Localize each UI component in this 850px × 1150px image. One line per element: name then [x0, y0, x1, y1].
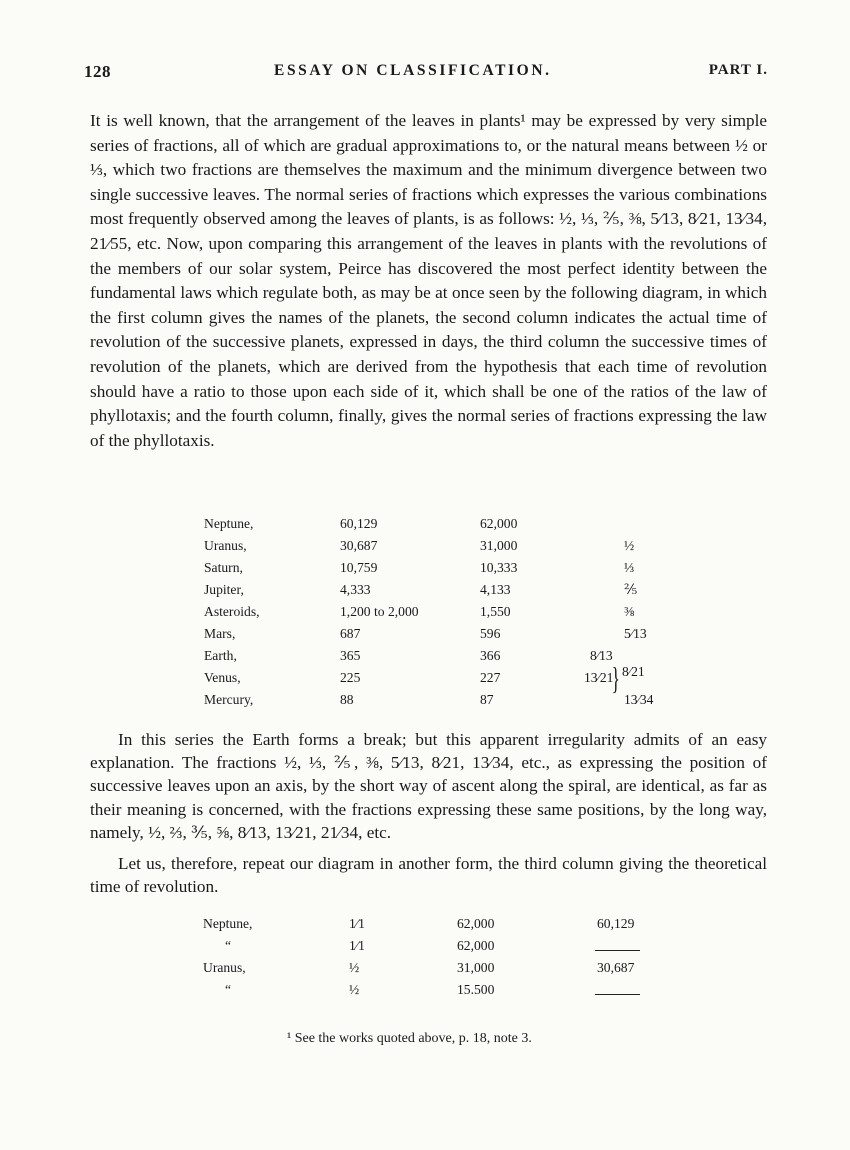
theoretical-period: 62,000 — [457, 916, 495, 931]
actual-period: 4,333 — [340, 582, 371, 597]
table-row — [204, 582, 644, 602]
paragraph-phyllotaxis: It is well known, that the arrangement of the leaves in plants¹ may be expressed by very simple series of fractions, all of which are gradual approximations to, or the natural means between ½ or ⅓, which two fractions are themselves the maximum and the minimum divergence between two single successive leaves. The normal series of fractions which expresses the various combinations most frequently observed among the leaves of plants, is as follows: ½, ⅓, ⅖, ⅜, 5⁄13, 8⁄21, 13⁄34, 21⁄55, etc. Now, upon comparing this arrangement of the leaves in plants with the revolutions of the members of our solar system, Peirce has discovered the most perfect identity between the fundamental laws which regulate both, as may be at once seen by the following diagram, in which the first column gives the names of the planets, the second column indicates the actual time of revolution of the successive planets, expressed in days, the third column the successive times of revolution of the planets, which are derived from the hypothesis that each time of revolution should have a ratio to those upon each side of it, which shall be one of the ratios of the law of phyllotaxis; and the fourth column, finally, gives the normal series of fractions expressing the law of the phyllotaxis. — [90, 111, 767, 450]
theoretical-period: 15.500 — [457, 982, 495, 997]
phyllotaxis-fraction: ⅜ — [624, 604, 635, 619]
theoretical-period: 366 — [480, 648, 501, 663]
actual-period: 10,759 — [340, 560, 378, 575]
theoretical-period: 4,133 — [480, 582, 511, 597]
brace-symbol: } — [611, 660, 620, 696]
theoretical-period: 62,000 — [480, 516, 518, 531]
actual-period: 225 — [340, 670, 361, 685]
planet-name: Venus, — [204, 670, 241, 685]
actual-period: 30,687 — [340, 538, 378, 553]
planet-name: Jupiter, — [204, 582, 244, 597]
table-row — [204, 604, 644, 624]
theoretical-period: 596 — [480, 626, 501, 641]
ditto-mark: “ — [225, 938, 232, 953]
phyllotaxis-fraction: ⅖ — [624, 582, 638, 597]
actual-period: 687 — [340, 626, 361, 641]
actual-period: 1,200 to 2,000 — [340, 604, 419, 619]
phyllotaxis-fraction: 13⁄21 — [584, 670, 614, 685]
actual-period: 30,687 — [597, 960, 635, 975]
table-row — [204, 626, 647, 646]
table-row — [204, 516, 644, 536]
table-row — [204, 538, 644, 558]
paragraph-earth-break: In this series the Earth forms a break; but this apparent irregularity admits of an easy explanation. The fractions ½, ⅓, ⅖, ⅜, 5⁄13, 8⁄21, 13⁄34, etc., as expressing the position of successive leaves upon an axis, by the short way of ascent along the spiral, are identical, as far as their meaning is concerned, with the fractions expressing these same positions, by the long way, namely, ½, ⅔, ⅗, ⅝, 8⁄13, 13⁄21, 21⁄34, etc. — [90, 730, 767, 842]
theoretical-period: 87 — [480, 692, 494, 707]
actual-period: 60,129 — [597, 916, 635, 931]
ratio-fraction: ½ — [349, 982, 360, 997]
planet-name: Mercury, — [204, 692, 254, 707]
ratio-fraction: 1⁄1 — [349, 938, 365, 953]
phyllotaxis-fraction: 13⁄34 — [624, 692, 654, 707]
table-row — [203, 982, 643, 1002]
part-label: PART I. — [708, 62, 768, 78]
ratio-fraction: 1⁄1 — [349, 916, 365, 931]
footnote: ¹ See the works quoted above, p. 18, note 3. — [287, 1031, 532, 1046]
table-row — [203, 960, 643, 980]
theoretical-period: 227 — [480, 670, 501, 685]
table-row — [203, 938, 643, 958]
theoretical-period: 10,333 — [480, 560, 518, 575]
planet-name: Mars, — [204, 626, 236, 641]
page-number: 128 — [84, 62, 111, 81]
running-header — [84, 62, 768, 86]
actual-period: 60,129 — [340, 516, 378, 531]
planet-name: Neptune, — [204, 516, 254, 531]
table-row — [204, 560, 644, 580]
planet-name: Uranus, — [203, 960, 246, 975]
planet-name: Asteroids, — [204, 604, 260, 619]
actual-period: 88 — [340, 692, 354, 707]
actual-period: 365 — [340, 648, 361, 663]
phyllotaxis-fraction: ½ — [624, 538, 635, 553]
table-row — [204, 648, 644, 668]
running-title: ESSAY ON CLASSIFICATION. — [274, 62, 552, 79]
theoretical-period: 1,550 — [480, 604, 511, 619]
rule-line — [595, 950, 640, 951]
theoretical-period: 31,000 — [457, 960, 495, 975]
brace-fraction: 8⁄21 — [622, 664, 645, 679]
ditto-mark: “ — [225, 982, 232, 997]
phyllotaxis-fraction: 8⁄13 — [590, 648, 613, 663]
table-row — [204, 692, 654, 712]
planet-name: Saturn, — [204, 560, 243, 575]
phyllotaxis-fraction: ⅓ — [624, 560, 635, 575]
ratio-fraction: ½ — [349, 960, 360, 975]
theoretical-period: 62,000 — [457, 938, 495, 953]
planet-name: Uranus, — [204, 538, 247, 553]
rule-line — [595, 994, 640, 995]
table-row — [204, 670, 644, 690]
table-row — [203, 916, 643, 936]
planet-name: Earth, — [204, 648, 237, 663]
theoretical-period: 31,000 — [480, 538, 518, 553]
paragraph-repeat-diagram: Let us, therefore, repeat our diagram in another form, the third column giving the theoretical time of revolution. — [90, 854, 767, 897]
planet-name: Neptune, — [203, 916, 253, 931]
phyllotaxis-fraction: 5⁄13 — [624, 626, 647, 641]
